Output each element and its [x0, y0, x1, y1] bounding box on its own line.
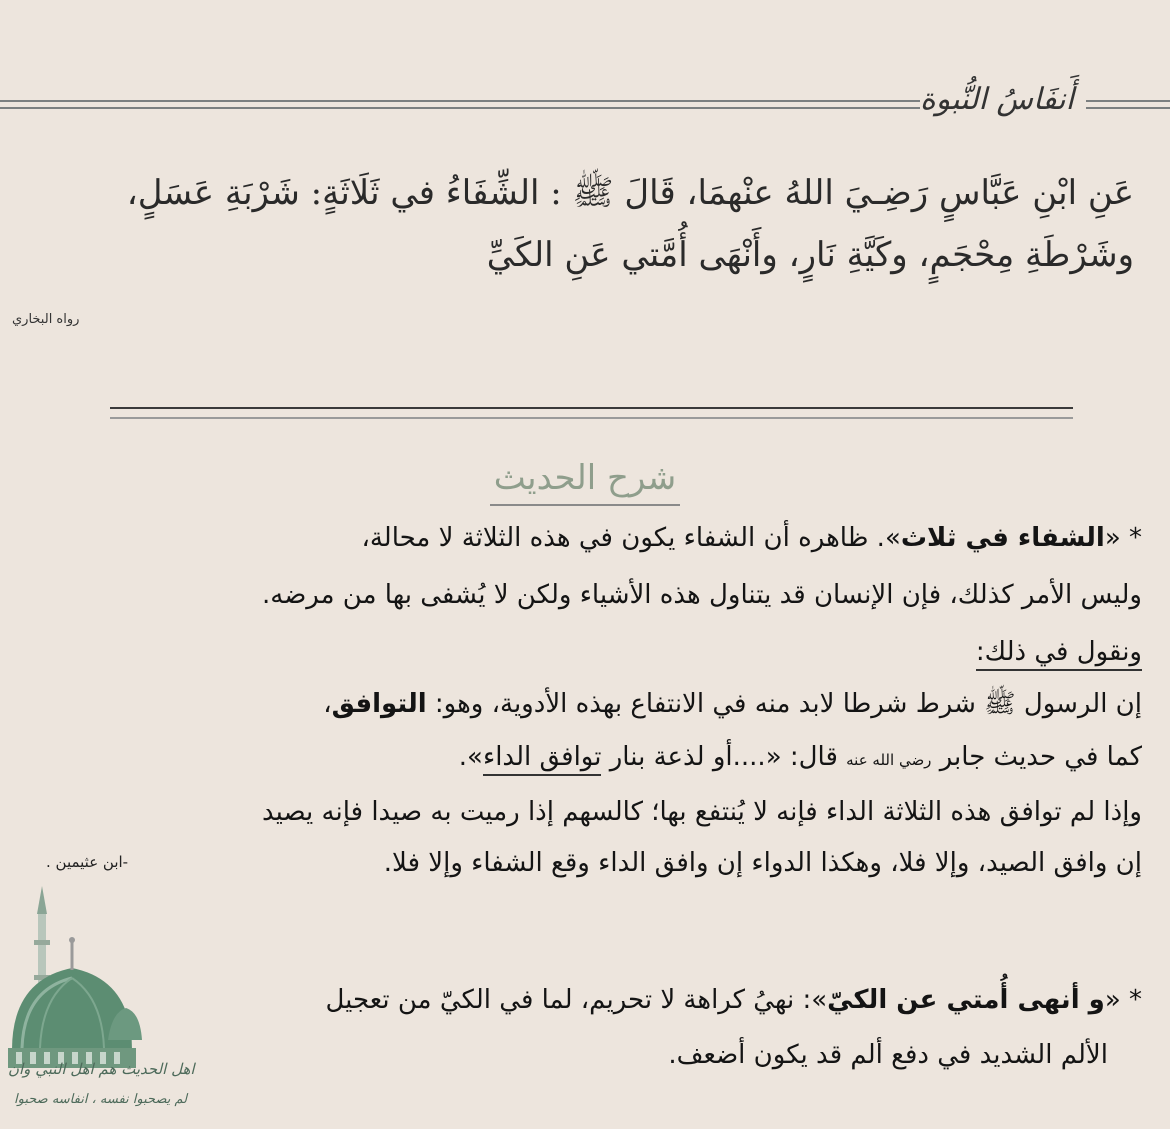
small-honorific: رضي الله عنه	[846, 751, 932, 769]
explanation-line-3	[976, 637, 1142, 667]
explanation-line-4	[323, 687, 1142, 725]
section-divider	[110, 407, 1073, 421]
note2-line-1	[325, 985, 1142, 1015]
explanation-title-text: شرح الحديث	[490, 458, 680, 506]
text-span: إن الرسول ﷺ شرط شرطا لابد منه في الانتفاع بهذه الأدوية، وهو:	[434, 689, 1142, 719]
bold-phrase: الشفاء في ثلاث	[900, 523, 1105, 553]
note2-line-2: الألم الشديد في دفع ألم قد يكون أضعف.	[668, 1040, 1108, 1070]
hadith-text	[24, 162, 1134, 286]
underlined-heading: ونقول في ذلك:	[976, 637, 1142, 671]
header-rule-right	[1086, 98, 1170, 112]
underlined-phrase: توافق الداء	[483, 742, 602, 776]
hadith-narrator: رواه البخاري	[12, 312, 80, 327]
image-caption-line-1: اهل الحديث هم اهل النبي وان	[8, 1060, 195, 1078]
green-dome-mosque-icon	[0, 880, 200, 1125]
explanation-title	[0, 458, 1170, 506]
bullet-star: * «	[1104, 523, 1142, 553]
bold-phrase: و أنهى أُمتي عن الكيّ	[827, 985, 1105, 1015]
explanation-line-5	[459, 742, 1142, 772]
header-rule-left	[0, 98, 920, 112]
bold-phrase: التوافق	[331, 689, 427, 719]
text-span: ،	[323, 689, 332, 719]
attribution: -ابن عثيمين .	[46, 853, 129, 871]
explanation-line-6: وإذا لم توافق هذه الثلاثة الداء فإنه لا يُنتفع بها؛ كالسهم إذا رميت به صيدا فإنه يصيد	[262, 797, 1142, 827]
bullet-star: * «	[1104, 985, 1142, 1015]
text-span: كما في حديث جابر	[939, 742, 1142, 772]
explanation-line-1	[361, 523, 1142, 553]
explanation-line-2: وليس الأمر كذلك، فإن الإنسان قد يتناول هذه الأشياء ولكن لا يُشفى بها من مرضه.	[261, 580, 1142, 610]
text-span: »: نهيُ كراهة لا تحريم، لما في الكيّ من تعجيل	[325, 985, 828, 1015]
text-span: ».	[458, 742, 483, 772]
explanation-line-7: إن وافق الصيد، وإلا فلا، وهكذا الدواء إن وافق الداء وقع الشفاء وإلا فلا.	[383, 848, 1142, 878]
text-span: قال: «....أو لذعة بنار	[609, 742, 838, 772]
hadith-line-2: وشَرْطَةِ مِحْجَمٍ، وكَيَّةِ نَارٍ، وأَنْهَى أُمَّتي عَنِ الكَيِّ	[486, 235, 1134, 275]
page-title: أَنفَاسُ النُّبوة	[920, 82, 1074, 117]
hadith-line-1: عَنِ ابْنِ عَبَّاسٍ رَضِـيَ اللهُ عنْهمَا، قَالَ ﷺ : الشِّفَاءُ في ثَلَاثَةٍ: شَرْبَةِ عَسَلٍ،	[126, 173, 1134, 213]
text-span: ». ظاهره أن الشفاء يكون في هذه الثلاثة لا محالة،	[361, 523, 901, 553]
image-caption-line-2: لم يصحبوا نفسه ، انفاسه صحبوا	[14, 1092, 188, 1107]
